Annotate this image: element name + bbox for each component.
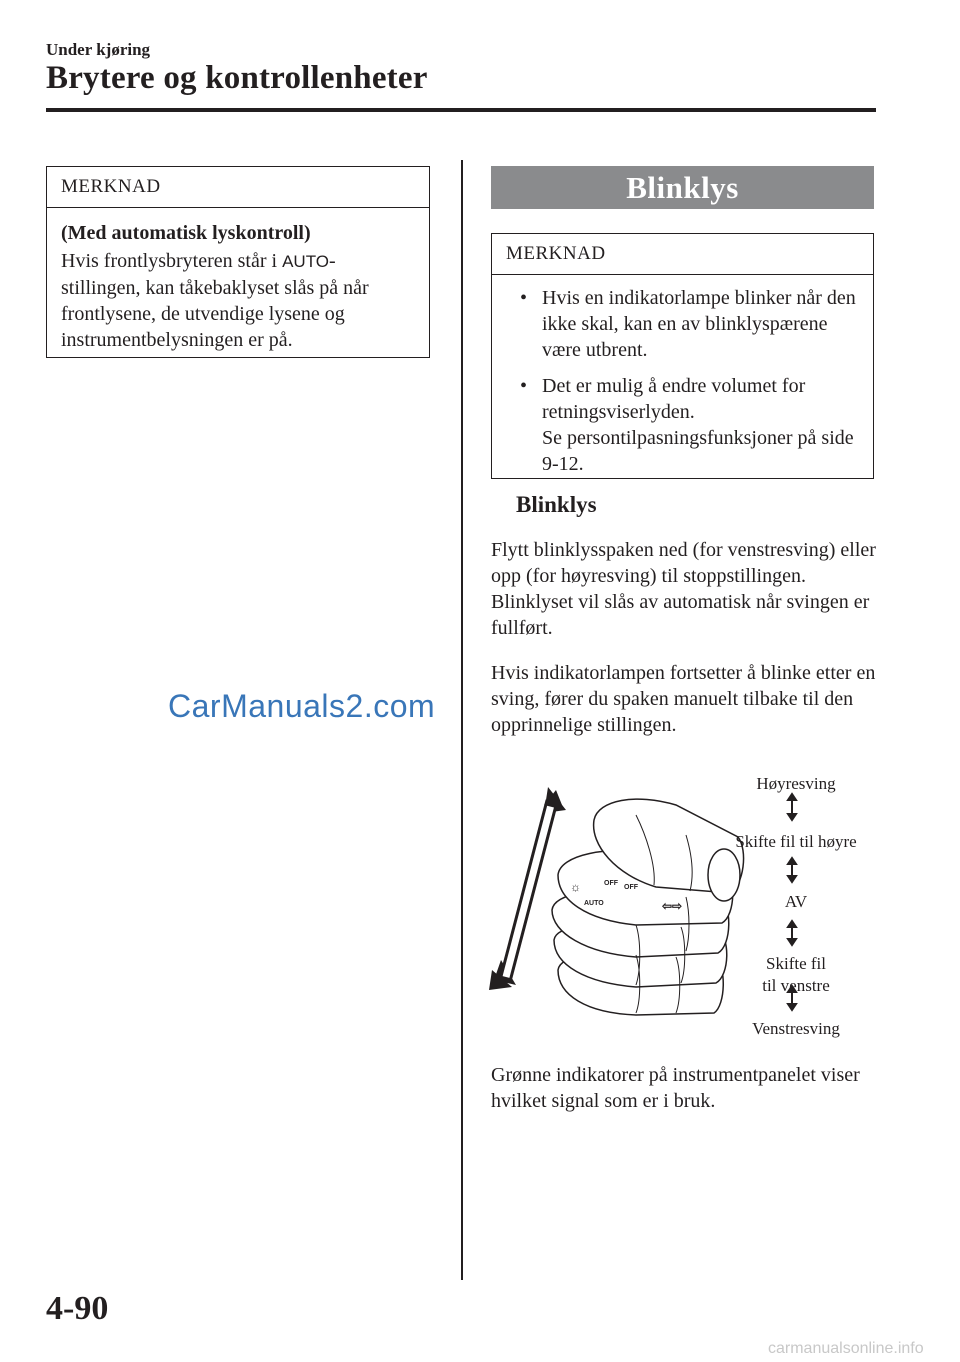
section-band-title: Blinklys: [491, 166, 874, 209]
label-lane-change-left-2: til venstre: [762, 976, 830, 995]
label-lane-change-right: Skifte fil til høyre: [735, 832, 857, 851]
svg-text:☼: ☼: [570, 880, 581, 894]
bullet-cross-reference: Se persontilpasningsfunksjoner på side 9-12.: [542, 427, 854, 475]
label-right-turn: Høyresving: [756, 774, 836, 793]
label-left-turn: Venstresving: [752, 1019, 840, 1038]
bullet-text: Hvis en indikatorlampe blinker når den ikke skal, kan en av blinklyspærene være utbrent.: [542, 287, 856, 361]
lever-mark-off: OFF: [604, 880, 618, 887]
note-bullet-item: [506, 373, 859, 477]
bullet-icon: •: [520, 375, 528, 397]
subsection-heading: Blinklys: [516, 492, 597, 517]
column-divider: [461, 160, 463, 1280]
note-body: [47, 208, 429, 361]
lever-mark-auto: AUTO: [584, 900, 604, 907]
note-text-end: -stillingen, kan tåkebaklyset slås på når frontlysene, de utvendige lysene og instrumentbelysningen er på.: [61, 250, 369, 351]
note-box-auto-light: [46, 166, 430, 358]
double-arrow-icon: [489, 787, 566, 990]
note-heading: MERKNAD: [492, 234, 873, 275]
bullet-icon: •: [520, 287, 528, 309]
page-number: 4-90: [46, 1290, 109, 1327]
note-body: [492, 275, 873, 495]
label-lane-change-left-1: Skifte fil: [766, 954, 826, 973]
note-text-start: Hvis frontlysbryteren står i: [61, 250, 283, 272]
note-box-turn-signal: [491, 233, 874, 479]
svg-text:⇦⇨: ⇦⇨: [662, 899, 683, 913]
auto-position-label: AUTO: [282, 252, 329, 271]
turn-signal-lever-figure: [486, 765, 876, 1045]
footer-watermark[interactable]: carmanualsonline.info: [768, 1340, 924, 1357]
title-rule: [46, 108, 876, 112]
page-title: Brytere og kontrollenheter: [46, 60, 428, 96]
lever-mark-off: OFF: [624, 884, 638, 891]
label-off: AV: [784, 892, 808, 911]
section-label: Under kjøring: [46, 40, 151, 59]
paragraph-indicators: Grønne indikatorer på instrumentpanelet viser hvilket signal som er i bruk.: [491, 1064, 860, 1112]
note-heading: MERKNAD: [47, 167, 429, 208]
watermark[interactable]: CarManuals2.com: [168, 688, 436, 724]
bullet-text: Det er mulig å endre volumet for retningsviserlyden.: [542, 375, 806, 423]
paragraph-operation: Flytt blinklysspaken ned (for venstresving) eller opp (for høyresving) til stoppstillingen. Blinklyset vil slås av automatisk når svingen er fullført.: [491, 539, 876, 639]
note-subheading: (Med automatisk lyskontroll): [61, 222, 311, 244]
note-bullet-item: [506, 285, 859, 363]
paragraph-manual-return: Hvis indikatorlampen fortsetter å blinke etter en sving, fører du spaken manuelt tilbake til den opprinnelige stillingen.: [491, 662, 876, 736]
